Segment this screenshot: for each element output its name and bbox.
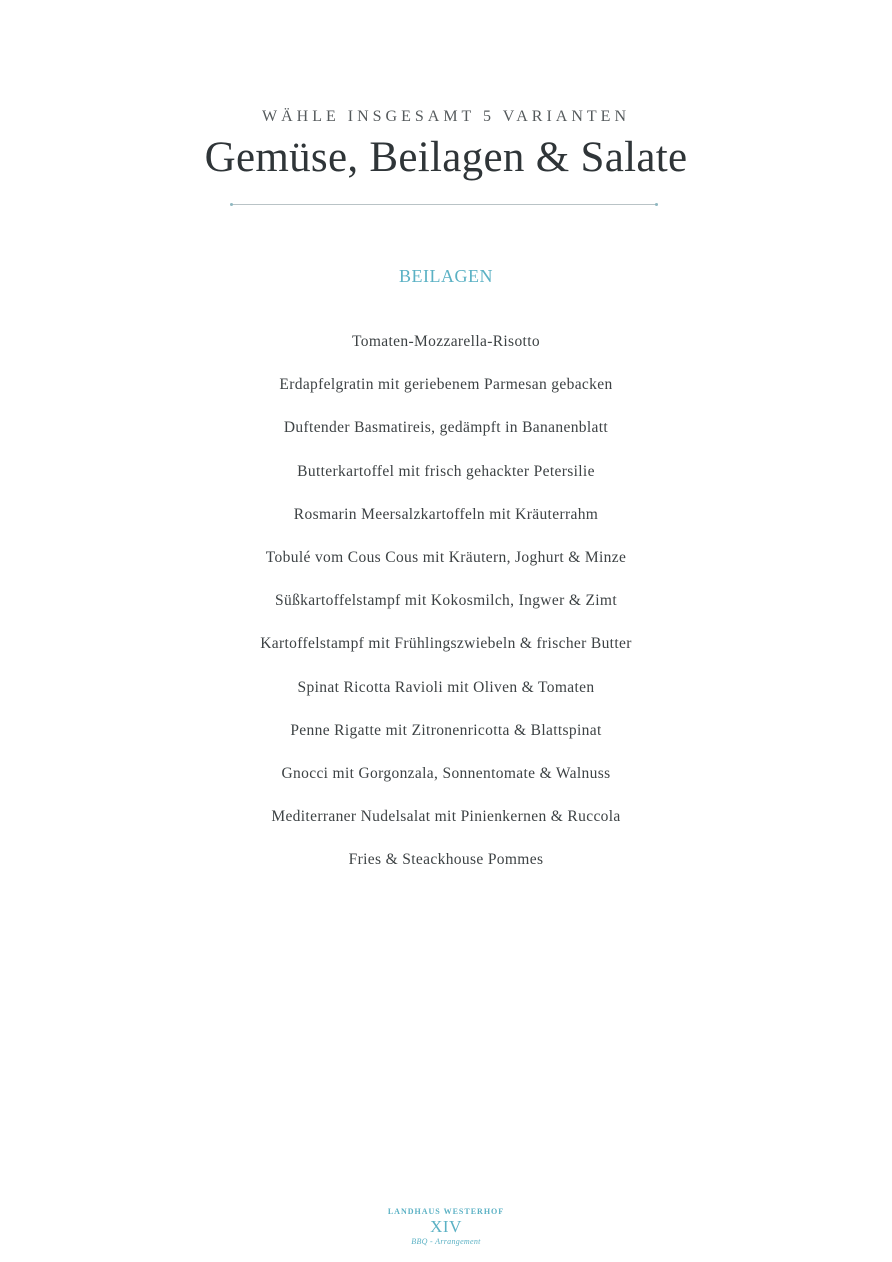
page-header [0,106,892,184]
page-footer [0,1206,892,1248]
menu-item: Mediterraner Nudelsalat mit Pinienkernen & Ruccola [271,808,621,826]
header-kicker: WÄHLE INSGESAMT 5 VARIANTEN [262,108,630,125]
menu-item: Tobulé vom Cous Cous mit Kräutern, Joghurt & Minze [265,548,627,566]
title-divider [231,204,657,205]
menu-item: Butterkartoffel mit frisch gehackter Petersilie [297,462,595,480]
menu-item: Süßkartoffelstampf mit Kokosmilch, Ingwer & Zimt [275,592,617,610]
menu-item: Gnocci mit Gorgonzala, Sonnentomate & Walnuss [281,764,611,782]
menu-item: Spinat Ricotta Ravioli mit Oliven & Tomaten [297,678,595,696]
menu-item: Erdapfelgratin mit geriebenem Parmesan gebacken [279,376,613,394]
menu-item: Penne Rigatte mit Zitronenricotta & Blattspinat [290,721,602,739]
menu-item: Tomaten-Mozzarella-Risotto [352,333,540,350]
menu-item: Kartoffelstampf mit Frühlingszwiebeln & frischer Butter [260,635,632,653]
page-number: XIV [430,1217,462,1236]
section-title: BEILAGEN [399,266,493,286]
footer-subtitle: BBQ - Arrangement [411,1237,481,1246]
page-title: Gemüse, Beilagen & Salate [204,134,688,181]
menu-items-list [0,330,892,891]
menu-item: Duftender Basmatireis, gedämpft in Bananenblatt [283,419,609,437]
footer-brand: LANDHAUS WESTERHOF [387,1207,505,1216]
menu-item: Fries & Steackhouse Pommes [348,851,544,869]
menu-item: Rosmarin Meersalzkartoffeln mit Kräuterrahm [293,505,599,523]
